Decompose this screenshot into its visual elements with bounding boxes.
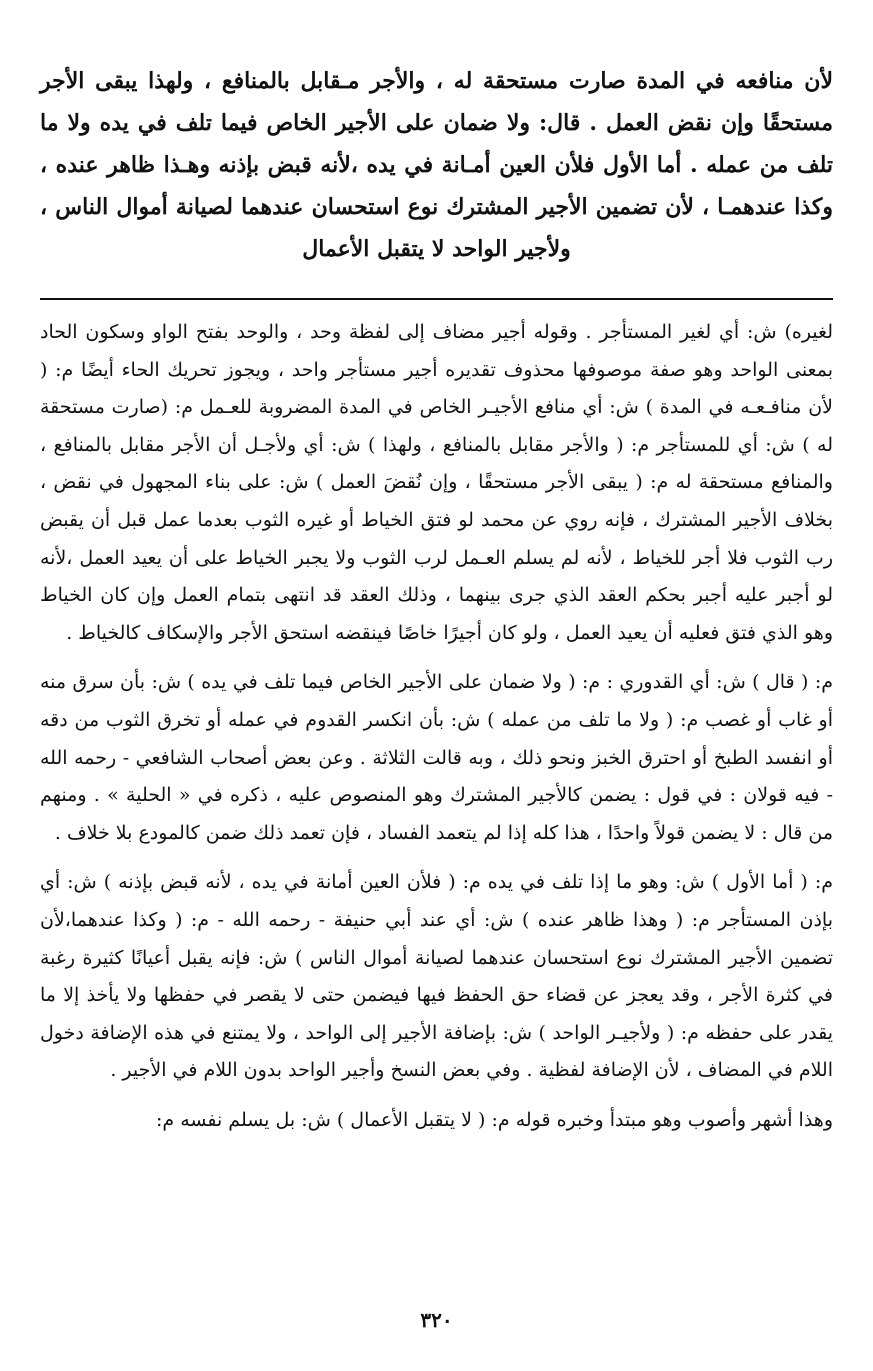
commentary <box>40 314 833 1139</box>
commentary-paragraph: وهذا أشهر وأصوب وهو مبتدأ وخبره قوله م: ( لا يتقبل الأعمال ) ش: بل يسلم نفسه م: <box>156 1108 833 1131</box>
main-text: لأن منافعه في المدة صارت مستحقة له ، والأجر مـقابل بالمنافع ، ولهذا يبقى الأجر مستحقًا وإن نقض العمل . قال: ولا ضمان على الأجير الخاص فيما تلف في يده ولا ما تلف من عمله . أما الأول فلأن العين أمـانة في يده ،لأنه قبض بإذنه وهـذا ظاهر عنده ، وكذا عندهمـا ، لأن تضمين الأجير المشترك نوع استحسان عندهما لصيانة أموال الناس ، ولأجير الواحد لا يتقبل الأعمال <box>40 68 833 262</box>
section-divider <box>40 298 833 300</box>
commentary-paragraph: م: ( أما الأول ) ش: وهو ما إذا تلف في يده م: ( فلأن العين أمانة في يده ، لأنه قبض بإذنه ) ش: أي بإذن المستأجر م: ( وهذا ظاهر عنده ) ش: أي عند أبي حنيفة - رحمه الله - م: ( وكذا عندهما،لأن تضمين الأجير المشترك نوع استحسان عندهما لصيانة أموال الناس ) ش: فإنه يقبل أعيانًا كثيرة رغبة في كثرة الأجر ، وقد يعجز عن قضاء حق الحفظ فيها فيضمن حتى لا يقصر في حفظها ولا يأخذ إلا ما يقدر على حفظه م: ( ولأجيـر الواحد ) ش: بإضافة الأجير إلى الواحد ، ولا يمتنع في هذه الإضافة دخول اللام في المضاف ، لأن الإضافة لفظية . وفي بعض النسخ وأجير الواحد بدون اللام في الأجير . <box>40 871 833 1082</box>
commentary-paragraph: لغيره) ش: أي لغير المستأجر . وقوله أجير مضاف إلى لفظة وحد ، والوحد بفتح الواو وسكون الحاد بمعنى الواحد وهو صفة موصوفها محذوف تقديره أجير مستأجر واحد ، ويجوز تحريك الحاء أيضًا م: ( لأن منافـعـه في المدة ) ش: أي منافع الأجيـر الخاص في المدة المضروبة للعـمل م: (صارت مستحقة له ) ش: أي للمستأجر م: ( والأجر مقابل بالمنافع ، ولهذا ) ش: أي ولأجـل أن الأجر مقابل بالمنافع ، والمنافع مستحقة له م: ( يبقى الأجر مستحقًا ، وإن نُقضَ العمل ) ش: على بناء المجهول في نقض ، بخلاف الأجير المشترك ، فإنه روي عن محمد لو فتق الخياط أو غيره الثوب بعدما عمل قبل أن يقبض رب الثوب فلا أجر للخياط ، لأنه لم يسلم العـمل لرب الثوب ولا يجبر الخياط على أن يعيد العمل ،لأنه لو أجبر عليه أجبر بحكم العقد الذي جرى بينهما ، وذلك العقد قد انتهى بتمام العمل وإن كان الخياط وهو الذي فتق فعليه أن يعيد العمل ، ولو كان أجيرًا خاصًا فينقضه استحق الأجر والإسكاف كالخياط . <box>40 321 833 644</box>
book-page <box>40 60 833 1371</box>
commentary-paragraph: م: ( قال ) ش: أي القدوري : م: ( ولا ضمان على الأجير الخاص فيما تلف في يده ) ش: بأن سرق منه أو غاب أو غصب م: ( ولا ما تلف من عمله ) ش: بأن انكسر القدوم في عمله أو تخرق الثوب من دقه أو انفسد الطبخ أو احترق الخبز ونحو ذلك ، وبه قالت الثلاثة . وعن بعض أصحاب الشافعي - رحمه الله - فيه قولان : في قول : يضمن كالأجير المشترك وهو المنصوص عليه ، ذكره في « الحلية » . ومنهم من قال : لا يضمن قولاً واحدًا ، هذا كله إذا لم يتعمد الفساد ، فإن تعمد ذلك ضمن كالمودع بلا خلاف . <box>40 671 833 844</box>
page-number: ٣٢٠ <box>420 1308 453 1332</box>
